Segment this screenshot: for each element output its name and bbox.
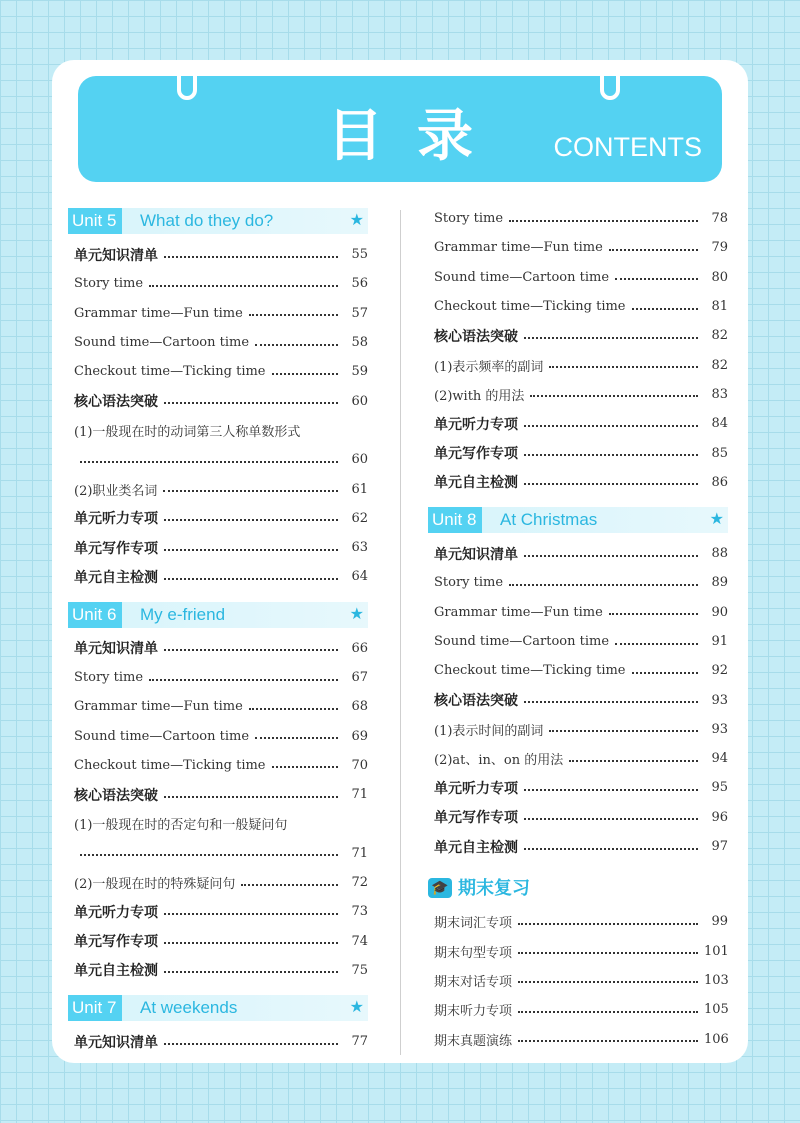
dot-leader	[524, 701, 698, 703]
toc-entry[interactable]	[68, 897, 368, 926]
toc-entry[interactable]	[68, 299, 368, 328]
toc-page-number: 93	[711, 692, 728, 708]
dot-leader	[509, 584, 698, 586]
dot-leader	[164, 796, 338, 798]
toc-entry[interactable]	[68, 780, 368, 809]
dot-leader	[164, 971, 338, 973]
toc-page-number: 99	[711, 914, 728, 930]
toc-entry-label: (1)表示频率的副词	[434, 359, 544, 375]
column-divider	[400, 210, 401, 1055]
toc-page-number: 66	[351, 640, 368, 656]
toc-entry-label: 期末句型专项	[434, 945, 513, 961]
toc-entry[interactable]	[428, 656, 728, 685]
dot-leader	[524, 483, 698, 485]
dot-leader	[524, 789, 698, 791]
dot-leader	[164, 402, 338, 404]
dot-leader	[524, 454, 698, 456]
dot-leader	[524, 848, 698, 850]
dot-leader	[569, 760, 698, 762]
unit-badge: Unit 6	[68, 602, 122, 628]
dot-leader	[164, 942, 338, 944]
toc-entry[interactable]	[428, 1024, 728, 1053]
toc-page-number: 56	[351, 276, 368, 292]
section-header	[428, 875, 728, 903]
toc-entry[interactable]	[68, 269, 368, 298]
toc-entry[interactable]	[68, 634, 368, 663]
toc-entry-label: 单元写作专项	[434, 810, 518, 827]
toc-entry-label: 期末听力专项	[434, 1004, 513, 1020]
dot-leader	[524, 337, 698, 339]
toc-entry-label: 单元知识清单	[74, 641, 158, 658]
star-icon: ★	[709, 508, 724, 528]
toc-page-number: 94	[711, 751, 728, 767]
toc-page-number: 82	[711, 357, 728, 373]
toc-entry-label: Grammar time—Fun time	[74, 305, 243, 321]
toc-entry[interactable]	[428, 204, 728, 233]
contents-banner	[78, 76, 722, 182]
toc-entry[interactable]	[68, 416, 368, 445]
toc-entry[interactable]	[68, 386, 368, 415]
toc-entry[interactable]	[68, 956, 368, 985]
toc-page-number: 82	[711, 328, 728, 344]
unit-badge: Unit 5	[68, 208, 122, 234]
toc-entry-label: 单元自主检测	[74, 963, 158, 980]
toc-column-right	[428, 204, 728, 1054]
dot-leader	[149, 679, 338, 681]
toc-entry[interactable]	[428, 233, 728, 262]
toc-entry-label: 单元听力专项	[434, 416, 518, 433]
dot-leader	[249, 314, 338, 316]
toc-entry-label: 单元写作专项	[74, 540, 158, 557]
toc-entry-label: Grammar time—Fun time	[434, 240, 603, 256]
dot-leader	[149, 285, 338, 287]
toc-entry[interactable]	[68, 868, 368, 897]
toc-entry-label: Checkout time—Ticking time	[74, 364, 266, 380]
toc-entry-label: Story time	[74, 276, 144, 292]
toc-entry-label: 单元知识清单	[434, 546, 518, 563]
dot-leader	[164, 549, 338, 551]
dot-leader	[549, 730, 698, 732]
dot-leader	[164, 256, 338, 258]
toc-page-number: 68	[351, 699, 368, 715]
dot-leader	[163, 490, 338, 492]
toc-page-number: 55	[351, 247, 368, 263]
toc-entry-label: (1)一般现在时的否定句和一般疑问句	[74, 818, 288, 834]
toc-entry[interactable]	[428, 598, 728, 627]
toc-page-number: 57	[351, 305, 368, 321]
dot-leader	[530, 395, 698, 397]
toc-entry-label: Checkout time—Ticking time	[434, 299, 626, 315]
toc-entry-label: Grammar time—Fun time	[74, 699, 243, 715]
toc-page-number: 62	[351, 510, 368, 526]
toc-entry[interactable]	[428, 350, 728, 379]
unit-title: What do they do?	[140, 211, 274, 230]
toc-entry-label: 期末真题演练	[434, 1033, 513, 1049]
toc-entry[interactable]	[68, 721, 368, 750]
dot-leader	[164, 519, 338, 521]
toc-entry-label: Story time	[74, 670, 144, 685]
toc-page-number: 96	[711, 809, 728, 825]
dot-leader	[255, 737, 338, 739]
unit-badge: Unit 8	[428, 507, 482, 533]
toc-entry-label: Checkout time—Ticking time	[434, 663, 626, 679]
toc-page-number: 83	[711, 386, 728, 402]
dot-leader	[164, 913, 338, 915]
toc-page-number: 60	[351, 452, 368, 468]
toc-entry-label: 单元听力专项	[434, 780, 518, 797]
toc-page-number: 71	[351, 845, 368, 861]
dot-leader	[164, 578, 338, 580]
toc-entry-label: 期末对话专项	[434, 974, 513, 990]
dot-leader	[632, 308, 698, 310]
dot-leader	[241, 884, 338, 886]
toc-entry[interactable]	[68, 445, 368, 474]
toc-entry-label: Checkout time—Ticking time	[74, 757, 266, 773]
dot-leader	[615, 278, 698, 280]
toc-entry[interactable]	[68, 474, 368, 503]
toc-entry[interactable]	[428, 263, 728, 292]
dot-leader	[518, 1011, 698, 1013]
star-icon: ★	[349, 997, 364, 1017]
toc-page-number: 80	[711, 269, 728, 285]
toc-entry-label: Grammar time—Fun time	[434, 604, 603, 620]
toc-entry[interactable]	[428, 832, 728, 861]
dot-leader	[272, 766, 338, 768]
dot-leader	[549, 366, 698, 368]
toc-entry[interactable]	[428, 715, 728, 744]
toc-entry[interactable]	[428, 321, 728, 350]
dot-leader	[609, 249, 698, 251]
toc-page-number: 59	[351, 364, 368, 380]
toc-entry[interactable]	[68, 927, 368, 956]
toc-entry[interactable]	[428, 803, 728, 832]
dot-leader	[615, 643, 698, 645]
toc-entry-label: (2)职业类名词	[74, 483, 158, 499]
toc-entry[interactable]	[428, 907, 728, 936]
toc-entry-label: 核心语法突破	[74, 394, 158, 411]
dot-leader	[524, 818, 698, 820]
unit-title: My e-friend	[140, 604, 226, 624]
page-title: 目录	[327, 104, 507, 169]
toc-entry[interactable]	[428, 744, 728, 773]
unit-title: At weekends	[140, 998, 238, 1018]
toc-page-number: 89	[711, 575, 728, 591]
section-title: 期末复习	[458, 878, 530, 900]
toc-entry[interactable]	[68, 562, 368, 591]
toc-page-number: 85	[711, 445, 728, 461]
toc-entry[interactable]	[428, 380, 728, 409]
dot-leader	[249, 708, 338, 710]
dot-leader	[80, 461, 338, 463]
toc-entry[interactable]	[428, 468, 728, 497]
toc-entry[interactable]	[68, 533, 368, 562]
toc-entry[interactable]	[68, 504, 368, 533]
toc-page-number: 67	[351, 670, 368, 685]
unit-badge: Unit 7	[68, 995, 122, 1021]
toc-entry[interactable]	[428, 568, 728, 597]
toc-entry-label: (1)一般现在时的动词第三人称单数形式	[74, 424, 301, 440]
dot-leader	[518, 952, 698, 954]
toc-page-number: 84	[711, 416, 728, 432]
toc-entry-label: 核心语法突破	[434, 328, 518, 345]
toc-entry[interactable]	[428, 966, 728, 995]
unit-header	[68, 208, 368, 234]
toc-page-number: 97	[711, 839, 728, 855]
dot-leader	[518, 1040, 698, 1042]
toc-page-number: 106	[704, 1031, 729, 1047]
toc-entry[interactable]	[68, 809, 368, 838]
toc-entry-label: 单元自主检测	[434, 475, 518, 492]
toc-entry[interactable]	[68, 839, 368, 868]
toc-page-number: 74	[351, 933, 368, 949]
toc-entry-label: 单元写作专项	[74, 934, 158, 951]
toc-page-number: 71	[351, 787, 368, 803]
toc-column-left	[68, 208, 368, 1056]
toc-page-number: 63	[351, 540, 368, 556]
toc-entry[interactable]	[428, 539, 728, 568]
toc-page-number: 69	[351, 728, 368, 744]
toc-entry-label: (1)表示时间的副词	[434, 723, 544, 739]
toc-page-number: 81	[711, 299, 728, 315]
toc-entry-label: 单元写作专项	[434, 446, 518, 463]
toc-page-number: 90	[711, 604, 728, 620]
dot-leader	[524, 555, 698, 557]
dot-leader	[164, 649, 338, 651]
toc-entry-label: 期末词汇专项	[434, 916, 513, 932]
star-icon: ★	[349, 210, 364, 229]
toc-entry-label: 单元自主检测	[434, 839, 518, 856]
dot-leader	[632, 672, 698, 674]
toc-entry-label: (2)with 的用法	[434, 388, 525, 404]
toc-entry[interactable]	[428, 773, 728, 802]
toc-entry-label: (2)at、in、on 的用法	[434, 753, 564, 769]
dot-leader	[272, 373, 338, 375]
toc-entry[interactable]	[68, 1027, 368, 1056]
toc-page-number: 61	[351, 481, 368, 497]
toc-page-number: 86	[711, 474, 728, 490]
toc-page-number: 77	[351, 1034, 368, 1050]
toc-entry[interactable]	[68, 751, 368, 780]
toc-entry-label: Story time	[434, 211, 504, 227]
graduation-cap-icon: 🎓	[428, 878, 452, 898]
toc-entry-label: Story time	[434, 575, 504, 591]
toc-entry[interactable]	[68, 663, 368, 692]
toc-entry[interactable]	[428, 627, 728, 656]
toc-page-number: 92	[711, 663, 728, 679]
dot-leader	[164, 1043, 338, 1045]
dot-leader	[518, 981, 698, 983]
toc-entry[interactable]	[428, 685, 728, 714]
toc-entry[interactable]	[68, 240, 368, 269]
toc-entry[interactable]	[428, 438, 728, 467]
dot-leader	[524, 425, 698, 427]
toc-page-number: 103	[704, 972, 729, 988]
toc-entry-label: Sound time—Cartoon time	[74, 335, 250, 351]
toc-page-number: 101	[704, 943, 729, 959]
toc-page-number: 78	[711, 211, 728, 227]
toc-entry[interactable]	[68, 357, 368, 386]
dot-leader	[255, 344, 338, 346]
toc-page-number: 60	[351, 393, 368, 409]
toc-entry[interactable]	[68, 328, 368, 357]
toc-entry-label: 单元知识清单	[74, 247, 158, 264]
toc-page-number: 88	[711, 546, 728, 562]
toc-page-number: 58	[351, 335, 368, 351]
unit-header	[68, 602, 368, 628]
toc-page-number: 72	[351, 875, 368, 891]
toc-page-number: 105	[704, 1002, 729, 1018]
page-subtitle: CONTENTS	[553, 132, 702, 162]
toc-entry-label: 单元自主检测	[74, 569, 158, 586]
toc-entry-label: 单元知识清单	[74, 1034, 158, 1051]
binder-ring-icon	[177, 64, 197, 100]
toc-page-number: 64	[351, 569, 368, 585]
unit-header	[428, 507, 728, 533]
dot-leader	[609, 613, 698, 615]
toc-entry-label: Sound time—Cartoon time	[434, 269, 610, 285]
unit-header	[68, 995, 368, 1021]
dot-leader	[509, 220, 698, 222]
toc-page-number: 95	[711, 780, 728, 796]
star-icon: ★	[349, 603, 364, 623]
toc-page-number: 79	[711, 240, 728, 256]
toc-entry-label: 单元听力专项	[74, 511, 158, 528]
toc-entry-label: (2)一般现在时的特殊疑问句	[74, 877, 236, 893]
toc-page-number: 93	[711, 721, 728, 737]
toc-page-number: 73	[351, 904, 368, 920]
toc-entry[interactable]	[428, 292, 728, 321]
toc-entry-label: 单元听力专项	[74, 904, 158, 921]
toc-entry-label: Sound time—Cartoon time	[74, 728, 250, 744]
toc-page-number: 70	[351, 757, 368, 773]
toc-entry-label: 核心语法突破	[434, 693, 518, 710]
toc-entry-label: Sound time—Cartoon time	[434, 634, 610, 649]
dot-leader	[80, 854, 338, 856]
dot-leader	[518, 923, 698, 925]
toc-entry[interactable]	[428, 409, 728, 438]
toc-entry-label: 核心语法突破	[74, 787, 158, 804]
binder-ring-icon	[600, 64, 620, 100]
toc-page-number: 91	[711, 634, 728, 649]
toc-page-number: 75	[351, 962, 368, 978]
unit-title: At Christmas	[500, 509, 598, 529]
toc-entry[interactable]	[428, 995, 728, 1024]
toc-entry[interactable]	[428, 937, 728, 966]
toc-entry[interactable]	[68, 692, 368, 721]
